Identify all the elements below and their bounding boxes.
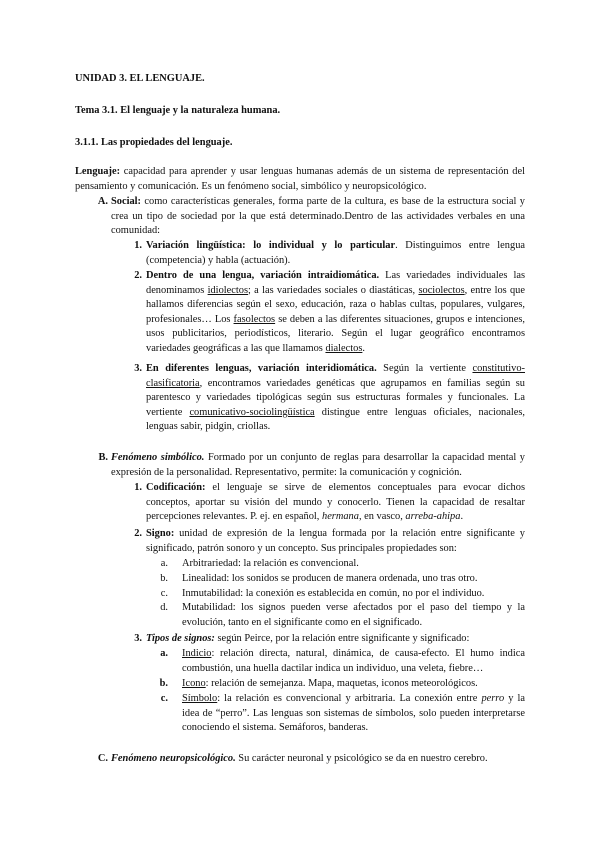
section-c-label: C. [97,753,108,764]
b3-sub-c-label: c. [160,693,168,704]
b-item-3: Tipos de signos: según Peirce, por la relación entre significante y significado: [146,633,470,644]
b2-sub-c-label: c. [160,588,168,599]
b2-sub-b-label: b. [160,573,168,584]
b-item-2-num: 2. [134,528,142,539]
definition-paragraph [75,165,525,194]
unit-title: UNIDAD 3. EL LENGUAJE. [75,73,205,84]
b2-sub-d-label: d. [160,602,168,613]
a-item-1-title: Variación lingüística: lo individual y lo particular [146,240,396,251]
section-c-title: Fenómeno neuropsicológico. [111,753,236,764]
b-item-1-title: Codificación: [146,482,206,493]
b2-sub-d: Mutabilidad: los signos pueden verse afectados por el paso del tiempo y la evolución, tanto en el significante como en el significado. [182,602,525,628]
a-item-1-num: 1. [134,240,142,251]
b2-sub-b: Linealidad: los sonidos se producen de manera ordenada, uno tras otro. [182,573,478,584]
b-item-1-num: 1. [134,482,142,493]
a-item-2-title: Dentro de una lengua, variación intraidiomática. [146,270,380,281]
b-item-2-title: Signo: [146,528,175,539]
section-c-paragraph: Fenómeno neuropsicológico. Su carácter neuronal y psicológico se da en nuestro cerebro. [111,753,488,764]
section-a-title: Social: [111,196,142,207]
a-item-3: En diferentes lenguas, variación interidiomática. Según la vertiente constitutivo-clasificatoria, encontramos variedades genéticas que agrupamos en familias según su parentesco y variedades tipológicas según sus estructuras formales y funcionales. La vertiente comunicativo-sociolingüística distingue entre lenguas oficiales, nacionales, lenguas sabir, pidgin, criollas. [146,363,525,433]
b3-sub-b: Icono: relación de semejanza. Mapa, maquetas, iconos meteorológicos. [182,678,478,689]
b3-sub-a-label: a. [160,648,168,659]
section-a-label: A. [97,196,108,207]
b2-sub-c: Inmutabilidad: la conexión es establecida en común, no por el individuo. [182,588,485,599]
a-item-3-num: 3. [134,363,142,374]
b-item-1: Codificación: el lenguaje se sirve de elementos conceptuales para evocar dichos conceptos, aportar su visión del mundo y conocerlo. Tienen la capacidad de resaltar percepciones relevantes. P. ej. en español, hermana, en vasco, arreba-ahipa. [146,482,525,523]
a-item-3-title: En diferentes lenguas, variación interidiomática. [146,363,377,374]
b3-sub-a: Indicio: relación directa, natural, dinámica, de causa-efecto. El humo indica combustión, una huella dactilar indica un individuo, una veleta, fiebre… [182,648,525,674]
section-b-label: B. [98,452,108,463]
b3-sub-c: Símbolo: la relación es convencional y arbitraria. La conexión entre perro y la idea de “perro”. Las lenguas son sistemas de símbolos, solo pueden interpretarse conociendo el sistema. Semáforos, banderas. [182,693,525,734]
b2-sub-a-label: a. [160,558,168,569]
section-b-paragraph: Fenómeno simbólico. Formado por un conjunto de reglas para desarrollar la capacidad mental y expresión de la personalidad. Representativo, permite: la comunicación y cognición. [111,452,525,478]
b3-sub-b-label: b. [159,678,168,689]
b-item-3-num: 3. [134,633,142,644]
a-item-1: Variación lingüística: lo individual y lo particular. Distinguimos entre lengua (competencia) y habla (actuación). [146,240,525,266]
definition-text: capacidad para aprender y usar lenguas humanas además de un sistema de representación del pensamiento y comunicación. Es un fenómeno social, simbólico y neuropsicológico. [75,166,525,192]
topic-title: Tema 3.1. El lenguaje y la naturaleza humana. [75,105,281,116]
a-item-2: Dentro de una lengua, variación intraidiomática. Las variedades individuales las denominamos idiolectos; a las variedades sociales o diastáticas, sociolectos, entre los que hallamos diferencias según el sexo, educación, raza o hablas cultas, populares, vulgares, profesionales… Los fasolectos se deben a las diferentes situaciones, grupos e intenciones, usos publicitarios, periodísticos, literario. Según el lugar geográfico encontramos variedades geográficas a las que llamamos dialectos. [146,270,526,354]
b-item-3-title: Tipos de signos: [146,633,215,644]
a-item-2-num: 2. [134,270,142,281]
b-item-2: Signo: unidad de expresión de la lengua formada por la relación entre significante y significado, patrón sonoro y un concepto. Sus principales propiedades son: [146,528,525,554]
definition-term: Lenguaje: [75,166,121,177]
b2-sub-a: Arbitrariedad: la relación es convencional. [182,558,359,569]
section-a-paragraph [111,195,525,239]
section-title: 3.1.1. Las propiedades del lenguaje. [75,137,233,148]
section-a-text: como características generales, forma parte de la cultura, es base de la estructura social y crea un tipo de sociedad por la que está determinado.Dentro de las actividades verbales en una comunidad: [111,196,525,237]
section-b-title: Fenómeno simbólico. [111,452,205,463]
